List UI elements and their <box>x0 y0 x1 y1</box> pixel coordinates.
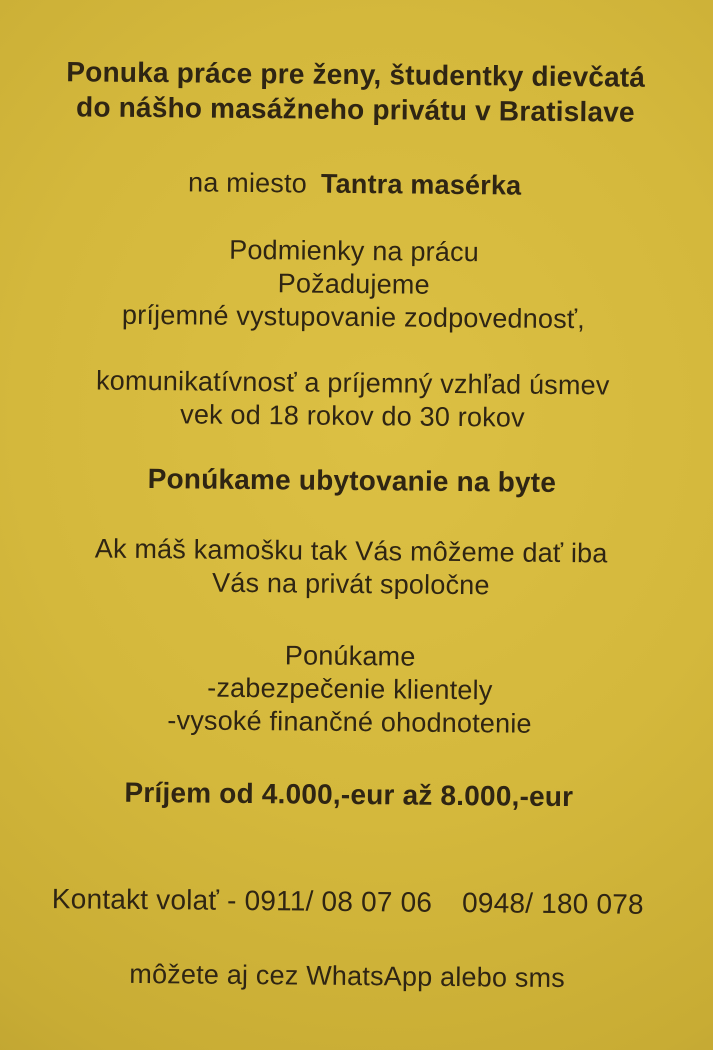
offer-item2: -vysoké finančné ohodnotenie <box>167 705 532 739</box>
friend-note-line1: Ak máš kamošku tak Vás môžeme dať iba <box>94 533 608 569</box>
messaging-line: môžete aj cez WhatsApp alebo sms <box>129 958 566 994</box>
contact-line <box>0 882 704 922</box>
position-line <box>0 165 711 205</box>
requirements-block <box>0 364 709 437</box>
headline-line2: do nášho masážneho privátu v Bratislave <box>75 91 635 128</box>
offer-item1: -zabezpečenie klientely <box>207 672 493 706</box>
position-role: Tantra masérka <box>320 168 522 201</box>
conditions-line3: príjemné vystupovanie zodpovednosť, <box>121 299 586 335</box>
requirements-line1: komunikatívnosť a príjemný vzhľad úsmev <box>95 365 610 401</box>
contact-phone2: 0948/ 180 078 <box>461 887 644 920</box>
friend-note-block <box>0 532 708 605</box>
position-prefix: na miesto <box>187 167 308 199</box>
poster-headline <box>0 54 712 131</box>
headline-line1: Ponuka práce pre ženy, študentky dievčatá <box>66 56 646 93</box>
requirements-line2: vek od 18 rokov do 30 rokov <box>180 399 525 433</box>
income-line: Príjem od 4.000,-eur až 8.000,-eur <box>124 776 574 813</box>
conditions-block <box>0 232 711 338</box>
offer-title: Ponúkame <box>284 640 416 672</box>
offer-block <box>0 637 707 743</box>
friend-note-line2: Vás na privát spoločne <box>211 567 490 601</box>
conditions-line1: Podmienky na prácu <box>229 234 480 268</box>
contact-phone1: Kontakt volať - 0911/ 08 07 06 <box>51 883 433 918</box>
conditions-line2: Požadujeme <box>277 268 430 300</box>
accommodation-line: Ponúkame ubytovanie na byte <box>147 463 557 498</box>
